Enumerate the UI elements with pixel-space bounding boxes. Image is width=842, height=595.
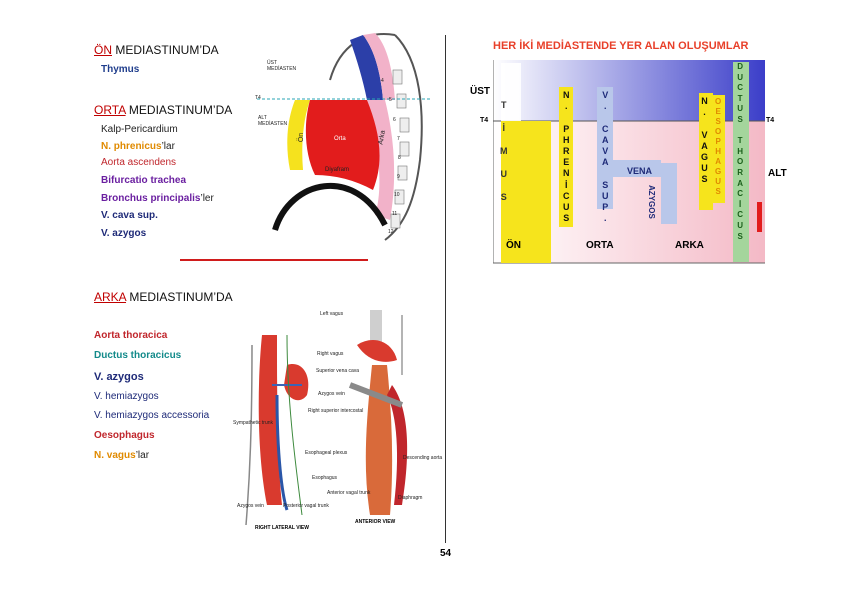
- list-item-thymus: Thymus: [101, 64, 140, 75]
- list-item: V. azygos: [94, 371, 144, 383]
- chart-label-oesophagus: O E S O P H A G U S: [715, 97, 722, 196]
- list-item: V. cava sup.: [101, 210, 158, 221]
- list-item: Kalp-Pericardium: [101, 124, 178, 135]
- label-ust-mediasten: ÜST MEDİASTEN: [267, 60, 297, 72]
- label-diyafram: Diyafram: [325, 167, 350, 173]
- list-item: V. azygos: [101, 228, 147, 239]
- list-item: N. vagus’lar: [94, 450, 150, 461]
- chart-label-azygos: AZYGOS: [647, 185, 656, 219]
- chart-label-ductus-thoracicus: D U C T U S T H O R A C İ C U S: [737, 62, 744, 241]
- label-t4: T4: [255, 95, 261, 101]
- label-alt-mediasten: ALT MEDİASTEN: [258, 115, 288, 127]
- chart-label-t4-left: T4: [480, 117, 489, 124]
- mediastinum-structures-chart: [493, 60, 765, 265]
- caption-anterior-view: ANTERIOR VIEW: [355, 519, 396, 525]
- chart-label-ust: ÜST: [470, 86, 490, 97]
- chart-bottom-on: ÖN: [506, 240, 521, 251]
- list-item: Aorta ascendens: [101, 157, 177, 168]
- chart-label-vagus: N . V A G U S: [701, 96, 709, 185]
- chart-label-thymus: T İ M U S: [500, 100, 508, 202]
- chart-label-vena: VENA: [627, 166, 653, 176]
- chart-bottom-arka: ARKA: [675, 240, 704, 251]
- list-item: N. phrenicus’lar: [101, 141, 175, 152]
- list-item: V. hemiazygos accessoria: [94, 410, 210, 421]
- orta-mediastinum-heading: ORTA MEDIASTINUM’DA: [94, 103, 233, 117]
- list-item: V. hemiazygos: [94, 391, 159, 402]
- list-item: Oesophagus: [94, 430, 155, 441]
- label-on: Ön: [298, 132, 306, 143]
- page-number: 54: [440, 548, 452, 559]
- column-divider: [445, 35, 446, 543]
- chart-label-phrenicus: N . P H R E N İ C U S: [563, 90, 570, 224]
- chart-bottom-orta: ORTA: [586, 240, 614, 251]
- section-divider-line: [180, 259, 368, 261]
- chart-title: HER İKİ MEDİASTENDE YER ALAN OLUŞUMLAR: [493, 40, 749, 52]
- chart-label-alt: ALT: [768, 168, 787, 179]
- arka-mediastinum-heading: ARKA MEDIASTINUM’DA: [94, 290, 233, 304]
- list-item: Aorta thoracica: [94, 330, 168, 341]
- list-item: Bifurcatio trachea: [101, 175, 187, 186]
- label-arka: Arka: [377, 129, 387, 146]
- chart-label-vcava: V . C A V A S U P .: [602, 90, 609, 224]
- caption-right-lateral-view: RIGHT LATERAL VIEW: [255, 525, 309, 531]
- list-item: Ductus thoracicus: [94, 350, 182, 361]
- on-mediastinum-heading: ÖN MEDIASTINUM’DA: [94, 43, 219, 57]
- label-orta: Orta: [334, 136, 346, 142]
- list-item: Bronchus principalis’ler: [101, 193, 214, 204]
- chart-label-t4-right: T4: [766, 117, 775, 124]
